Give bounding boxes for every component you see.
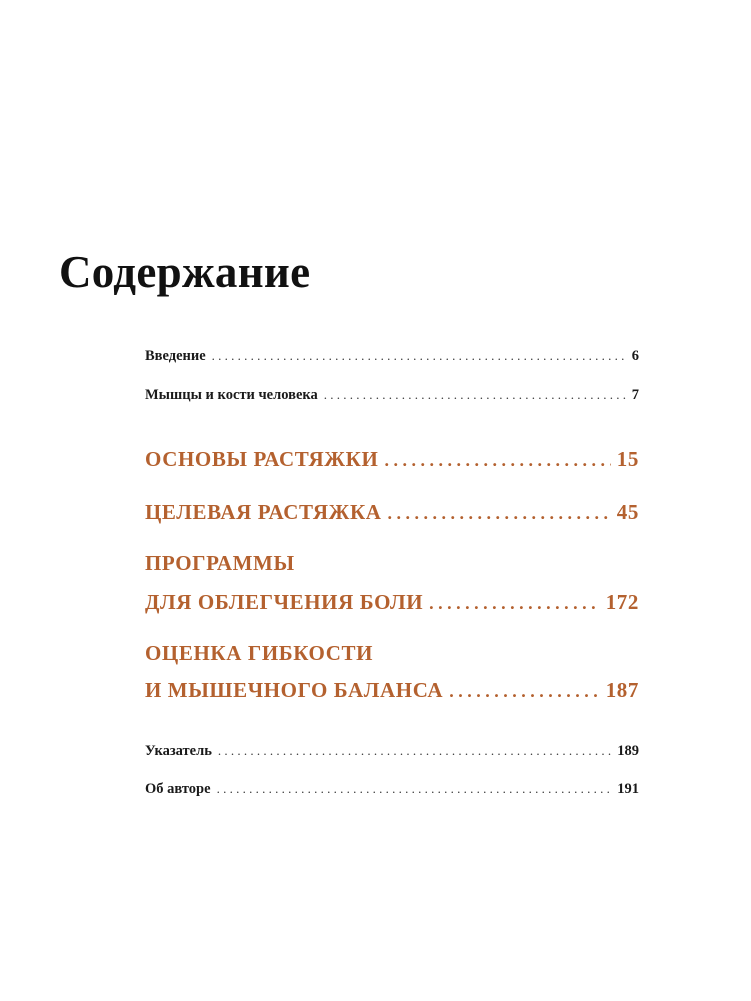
toc-entry-label: Мышцы и кости человека (145, 387, 318, 403)
toc-entry-label: ДЛЯ ОБЛЕГЧЕНИЯ БОЛИ (145, 590, 424, 614)
toc-entry-page: 7 (631, 387, 639, 403)
toc-entry-page: 191 (617, 781, 639, 797)
toc-entry-page: 6 (631, 348, 639, 364)
leader-dots (324, 387, 626, 403)
toc-entry-pain-relief-programs[interactable] (145, 590, 639, 615)
toc-entry-label-line1: ПРОГРАММЫ (145, 551, 295, 575)
toc-entry-label: Указатель (145, 743, 212, 759)
toc-entry-flexibility-assessment[interactable] (145, 678, 639, 703)
toc-entry-targeted-stretching[interactable] (145, 500, 639, 525)
toc-entry-page: 172 (605, 590, 639, 614)
toc-entry-index[interactable] (145, 743, 639, 760)
toc-entry-label: ОСНОВЫ РАСТЯЖКИ (145, 447, 379, 471)
toc-entry-muscles-bones[interactable] (145, 387, 639, 404)
leader-dots (212, 348, 626, 364)
leader-dots (449, 681, 599, 702)
leader-dots (429, 593, 600, 614)
toc-entry-page: 189 (617, 743, 639, 759)
leader-dots (217, 781, 612, 797)
toc-entry-introduction[interactable] (145, 348, 639, 365)
toc-entry-page: 45 (616, 500, 639, 524)
toc-entry-stretching-basics[interactable] (145, 447, 639, 472)
leader-dots (388, 503, 611, 524)
toc-entry-label: И МЫШЕЧНОГО БАЛАНСА (145, 678, 444, 702)
toc-entry-label: Об авторе (145, 781, 211, 797)
leader-dots (384, 450, 610, 471)
toc-entry-label: ЦЕЛЕВАЯ РАСТЯЖКА (145, 500, 382, 524)
toc-entry-label: Введение (145, 348, 206, 364)
leader-dots (218, 743, 611, 759)
toc-entry-page: 187 (605, 678, 639, 702)
toc-entry-about-author[interactable] (145, 781, 639, 798)
toc-entry-label-line1: ОЦЕНКА ГИБКОСТИ (145, 641, 374, 665)
page-title: Содержание (59, 247, 311, 297)
toc-entry-page: 15 (616, 447, 639, 471)
